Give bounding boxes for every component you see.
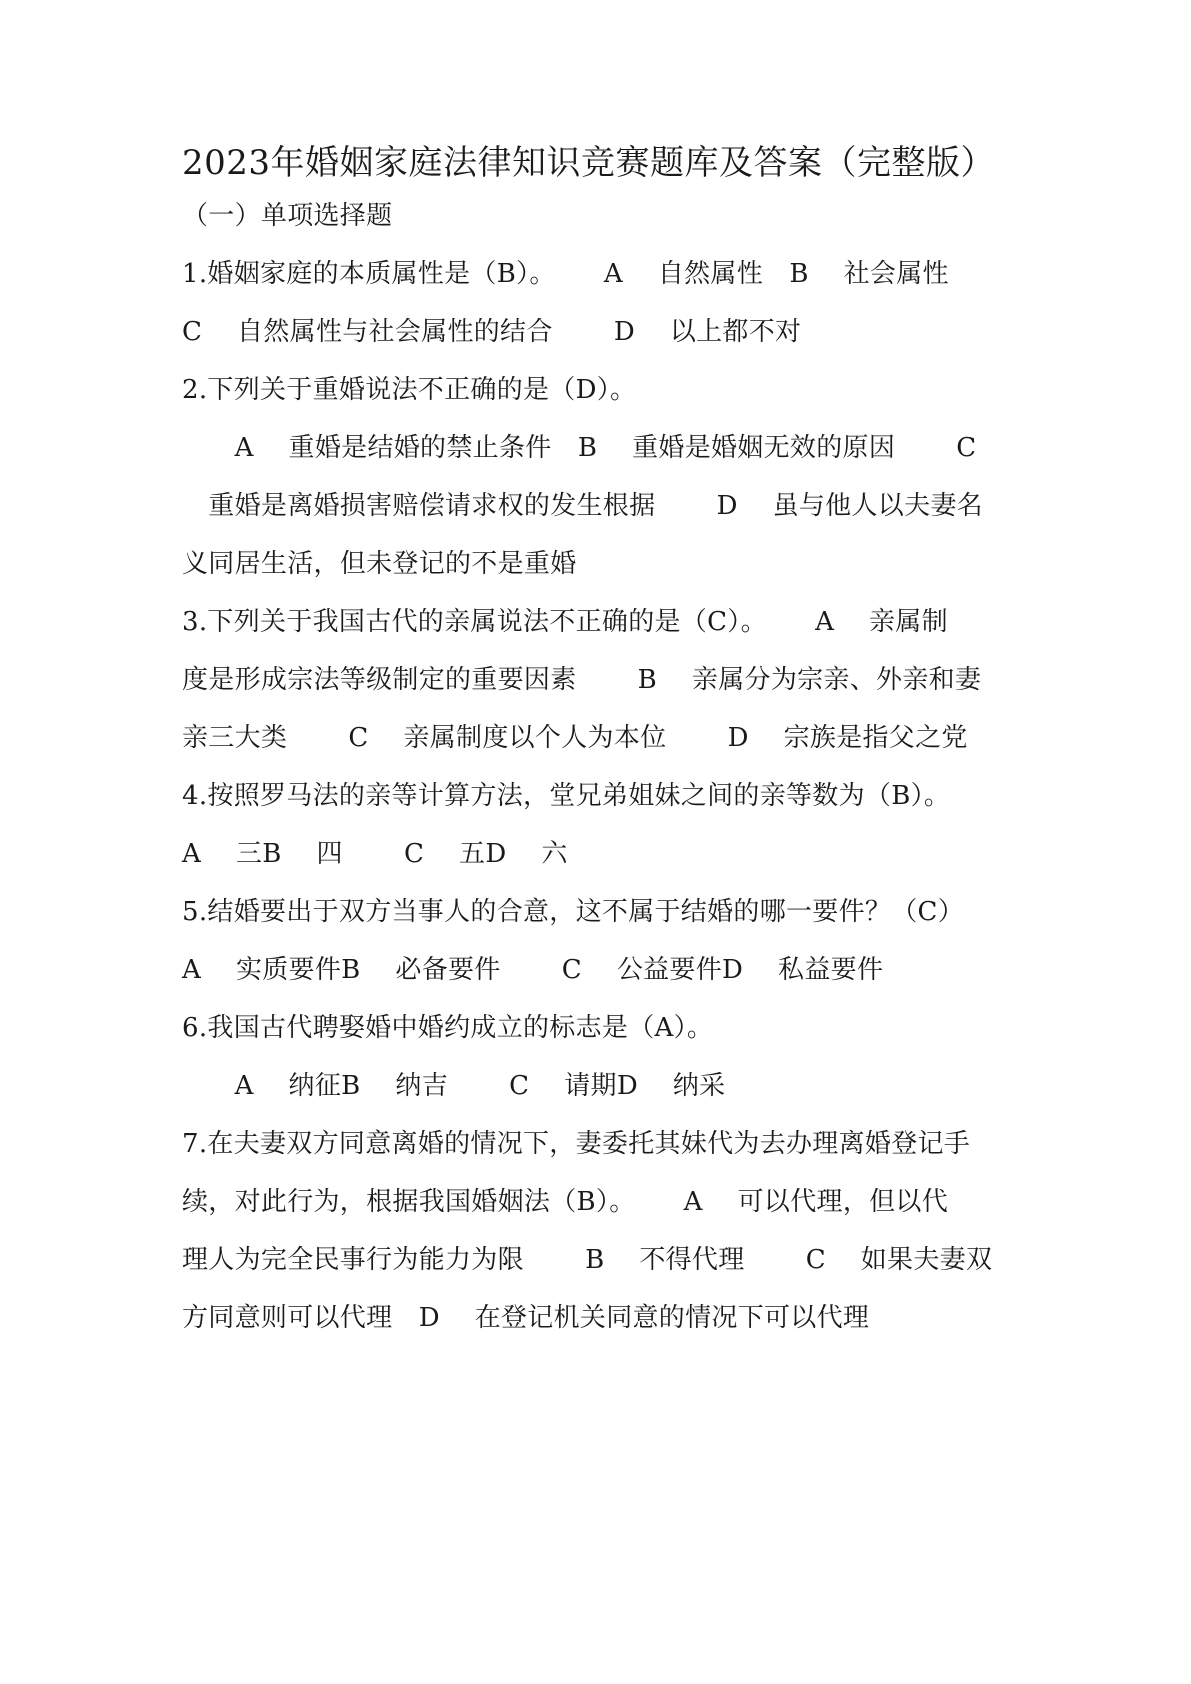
question-4-line-1: 4.按照罗马法的亲等计算方法，堂兄弟姐妹之间的亲等数为（B）。: [182, 781, 951, 811]
section-heading: （一）单项选择题: [182, 201, 393, 231]
question-2-line-1: 2.下列关于重婚说法不正确的是（D）。: [182, 375, 637, 405]
question-7-line-3: 理人为完全民事行为能力为限 B 不得代理 C 如果夫妻双: [182, 1245, 993, 1275]
question-1-line-1: 1.婚姻家庭的本质属性是（B）。 A 自然属性 B 社会属性: [182, 259, 949, 289]
question-7-line-1: 7.在夫妻双方同意离婚的情况下，妻委托其妹代为去办理离婚登记手: [182, 1129, 971, 1159]
question-3-line-3: 亲三大类 C 亲属制度以个人为本位 D 宗族是指父之党: [182, 723, 968, 753]
question-2-line-4: 义同居生活，但未登记的不是重婚: [182, 549, 577, 579]
question-5-line-2: A 实质要件B 必备要件 C 公益要件D 私益要件: [182, 955, 884, 985]
question-6-line-2: A 纳征B 纳吉 C 请期D 纳采: [182, 1071, 726, 1101]
question-4-line-2: A 三B 四 C 五D 六: [182, 839, 568, 869]
document-title: 2023年婚姻家庭法律知识竞赛题库及答案（完整版）: [182, 143, 996, 183]
question-7-line-2: 续，对此行为，根据我国婚姻法（B）。 A 可以代理，但以代: [182, 1187, 949, 1217]
question-6-line-1: 6.我国古代聘娶婚中婚约成立的标志是（A）。: [182, 1013, 714, 1043]
question-2-line-3: 重婚是离婚损害赔偿请求权的发生根据 D 虽与他人以夫妻名: [182, 491, 983, 521]
question-1-line-2: C 自然属性与社会属性的结合 D 以上都不对: [182, 317, 802, 347]
question-3-line-2: 度是形成宗法等级制定的重要因素 B 亲属分为宗亲、外亲和妻: [182, 665, 982, 695]
question-5-line-1: 5.结婚要出于双方当事人的合意，这不属于结婚的哪一要件？（C）: [182, 897, 965, 927]
question-3-line-1: 3.下列关于我国古代的亲属说法不正确的是（C）。 A 亲属制: [182, 607, 948, 637]
question-2-line-2: A 重婚是结婚的禁止条件 B 重婚是婚姻无效的原因 C: [182, 433, 977, 463]
question-7-line-4: 方同意则可以代理 D 在登记机关同意的情况下可以代理: [182, 1303, 870, 1333]
